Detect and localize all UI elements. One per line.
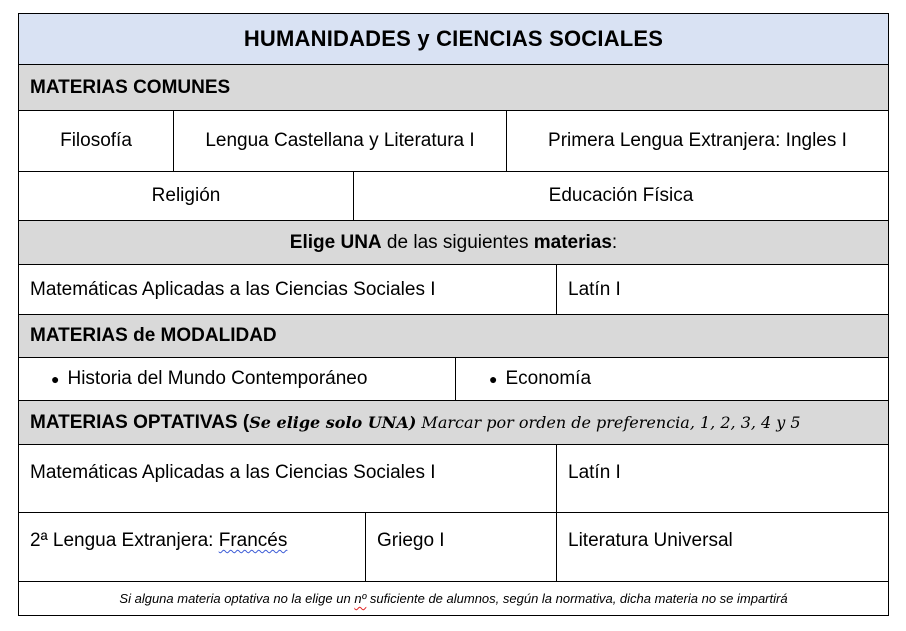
footnote bbox=[19, 582, 888, 615]
page-title: HUMANIDADES y CIENCIAS SOCIALES bbox=[243, 26, 664, 51]
optativa-segunda-lengua-word: Francés bbox=[218, 530, 288, 551]
footnote-row bbox=[19, 582, 888, 615]
optativas-heading-bold: MATERIAS OPTATIVAS ( bbox=[30, 411, 250, 433]
modalidad-items-row bbox=[19, 358, 888, 401]
modalidad-heading-row bbox=[19, 315, 888, 358]
optativas-row-2 bbox=[19, 513, 888, 582]
optativa-segunda-lengua bbox=[19, 513, 365, 581]
footnote-marked: nº bbox=[354, 591, 367, 606]
elige-materias-text: materias bbox=[533, 231, 612, 253]
subject-religion: Religión bbox=[151, 185, 221, 206]
footnote-after: suficiente de alumnos, según la normativa, dicha materia no se impartirá bbox=[366, 591, 788, 606]
optativas-heading-row bbox=[19, 401, 888, 445]
footnote-before: Si alguna materia optativa no la elige un bbox=[119, 591, 355, 606]
bullet-icon: ● bbox=[489, 371, 498, 387]
optativa-matematicas-aplicadas: Matemáticas Aplicadas a las Ciencias Sociales I bbox=[30, 462, 436, 483]
comunes-heading: MATERIAS COMUNES bbox=[30, 76, 231, 98]
elige-heading bbox=[19, 221, 888, 264]
elige-heading-row bbox=[19, 221, 888, 265]
subject-primera-lengua: Primera Lengua Extranjera: Ingles I bbox=[506, 111, 888, 171]
optativa-segunda-lengua-prefix: 2ª Lengua Extranjera: bbox=[30, 530, 219, 551]
optativas-heading bbox=[19, 401, 888, 444]
modalidad-heading: MATERIAS de MODALIDAD bbox=[30, 325, 277, 346]
title-row bbox=[19, 14, 888, 65]
modalidad-item-historia-label: Historia del Mundo Contemporáneo bbox=[67, 368, 368, 389]
modalidad-item-economia bbox=[455, 358, 888, 400]
optativas-row-1 bbox=[19, 445, 888, 513]
optativas-heading-italic: Marcar por orden de preferencia, 1, 2, 3, 4 y 5 bbox=[416, 413, 801, 432]
optativa-griego: Griego I bbox=[365, 513, 556, 581]
bullet-icon: ● bbox=[51, 371, 60, 387]
subject-lengua-castellana: Lengua Castellana y Literatura I bbox=[173, 111, 506, 171]
option-matematicas-aplicadas: Matemáticas Aplicadas a las Ciencias Sociales I bbox=[30, 278, 436, 300]
optativa-latin: Latín I bbox=[556, 445, 888, 512]
elige-una-text: Elige UNA bbox=[289, 231, 382, 253]
subject-selection-table bbox=[18, 13, 889, 616]
elige-colon: : bbox=[611, 231, 618, 253]
subject-filosofia: Filosofía bbox=[60, 130, 132, 151]
elige-mid-text: de las siguientes bbox=[381, 231, 534, 253]
optativa-literatura-universal: Literatura Universal bbox=[556, 513, 888, 581]
modalidad-item-historia bbox=[19, 358, 455, 400]
option-latin: Latín I bbox=[556, 265, 888, 314]
subject-educacion-fisica: Educación Física bbox=[353, 172, 888, 220]
elige-options-row bbox=[19, 265, 888, 315]
comunes-row-2 bbox=[19, 172, 888, 221]
comunes-row-1 bbox=[19, 111, 888, 172]
modalidad-item-economia-label: Economía bbox=[505, 368, 592, 389]
comunes-heading-row bbox=[19, 65, 888, 111]
optativas-heading-bold-italic: Se elige solo UNA) bbox=[249, 413, 417, 432]
